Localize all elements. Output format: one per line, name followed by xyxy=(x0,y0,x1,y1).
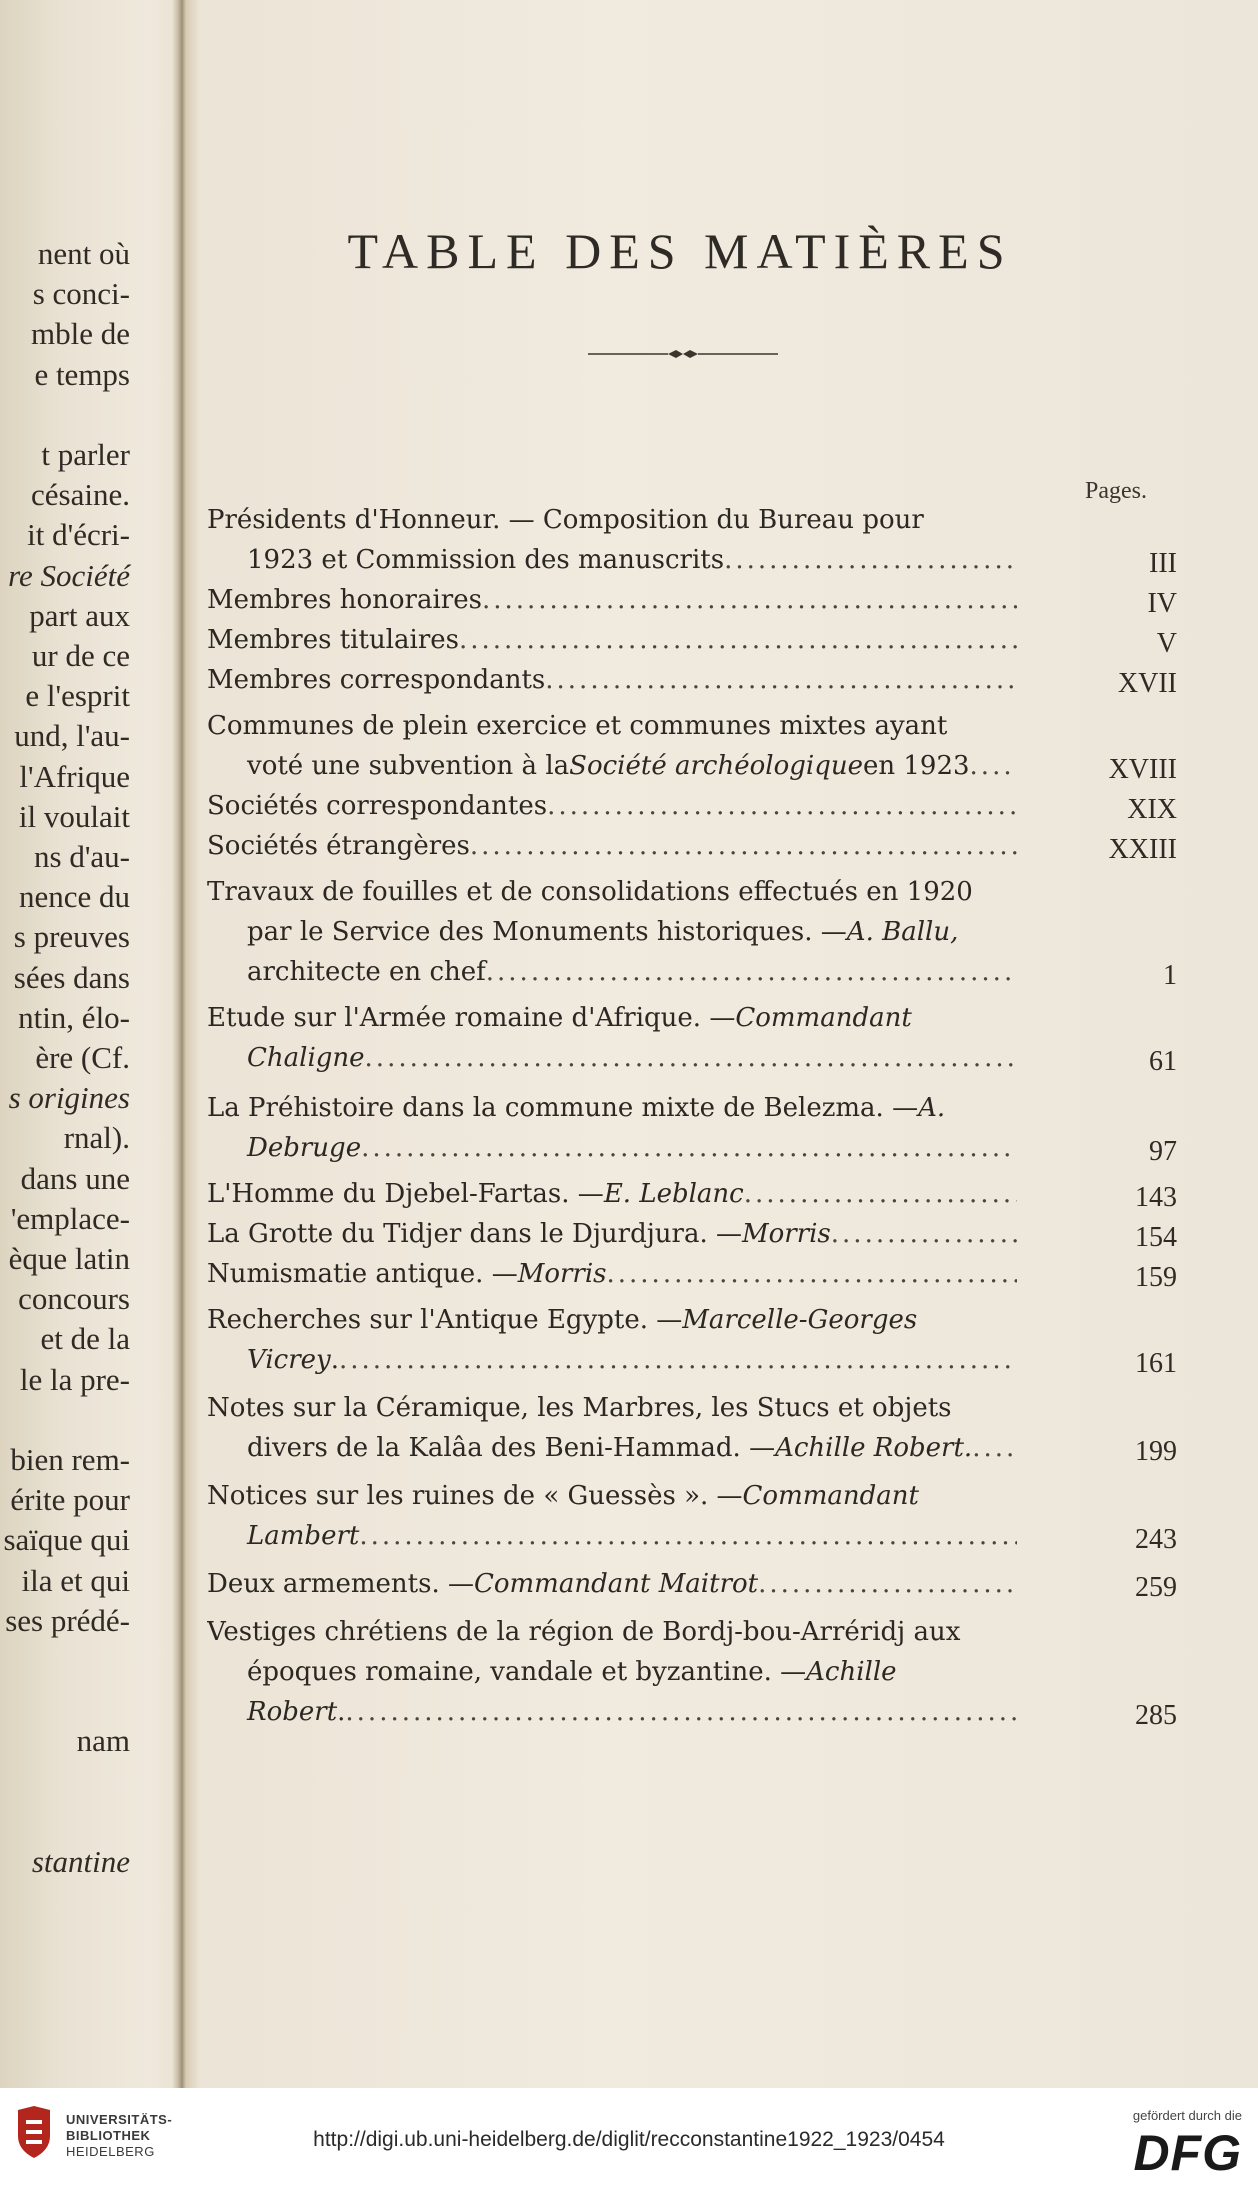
toc-entry-line xyxy=(207,998,1017,1038)
toc-entry-text: Deux armements. — xyxy=(207,1569,474,1599)
toc-entry xyxy=(207,826,1177,866)
toc-entry-text: Membres honoraires xyxy=(207,585,482,615)
toc-entry-text: Achille Robert. xyxy=(775,1433,973,1463)
toc-entry xyxy=(207,872,1177,992)
funding-text: gefördert durch die xyxy=(1132,2108,1242,2123)
toc-page-number: 61 xyxy=(1149,1046,1177,1077)
dot-leader xyxy=(459,620,1017,660)
dot-leader xyxy=(470,826,1017,866)
toc-entry-line xyxy=(207,1612,1017,1652)
dot-leader xyxy=(607,1254,1018,1294)
toc-entry-text: Robert xyxy=(247,1697,338,1727)
dot-leader xyxy=(744,1174,1017,1214)
prev-page-line: ila et qui xyxy=(21,1562,130,1598)
toc-entry-line xyxy=(207,1038,1017,1078)
dot-leader xyxy=(831,1214,1017,1254)
prev-page-line: et de la xyxy=(40,1321,130,1357)
dot-leader xyxy=(339,1340,1017,1380)
toc-entry-line xyxy=(207,706,1017,746)
prev-page-line: s origines xyxy=(8,1080,130,1116)
prev-page-line: stantine xyxy=(31,1844,130,1879)
ornament-divider-icon xyxy=(588,344,778,364)
toc-entry-text: par le Service des Monuments historiques. — xyxy=(247,917,847,947)
toc-entry-text: Membres titulaires xyxy=(207,625,459,655)
toc-entry-line xyxy=(207,620,1017,660)
dot-leader xyxy=(486,952,1017,992)
prev-page-line: èque latin xyxy=(8,1241,130,1276)
toc-entry-text: . xyxy=(337,1697,346,1727)
dot-leader xyxy=(972,1428,1017,1468)
toc-entry-text: L'Homme du Djebel-Fartas. — xyxy=(207,1179,604,1209)
toc-entry xyxy=(207,1476,1177,1556)
prev-page-line: mble de xyxy=(31,316,130,352)
toc-entry-text: Présidents d'Honneur. — Composition du Bureau pour xyxy=(207,505,924,535)
prev-page-line: saïque qui xyxy=(3,1522,130,1558)
toc-entry-line xyxy=(207,912,1017,952)
prev-page-line: 'emplace- xyxy=(10,1200,130,1236)
prev-page-line: ns d'au- xyxy=(34,839,130,874)
table-of-contents xyxy=(207,500,1177,1732)
toc-entry-text: architecte en chef xyxy=(247,957,486,987)
prev-page-line: e temps xyxy=(34,356,130,392)
toc-entry-text: Notices sur les ruines de « Guessès ». — xyxy=(207,1481,743,1511)
toc-entry-text: 1923 et Commission des manuscrits xyxy=(247,545,725,575)
prev-page-line: s preuves xyxy=(13,919,130,955)
toc-entry xyxy=(207,660,1177,700)
prev-page-line: s conci- xyxy=(32,276,130,312)
toc-entry-line xyxy=(207,1174,1017,1214)
prev-page-line: l'Afrique xyxy=(19,758,130,794)
toc-page-number: 243 xyxy=(1135,1524,1177,1555)
toc-entry-text: . xyxy=(330,1345,339,1375)
toc-entry-text: Morris xyxy=(517,1259,607,1289)
toc-entry-text: Membres correspondants xyxy=(207,665,546,695)
dfg-logo: DFG xyxy=(1133,2125,1242,2181)
toc-entry-text: Sociétés étrangères xyxy=(207,831,470,861)
toc-entry-text: Lambert xyxy=(247,1521,360,1551)
pages-column-header: Pages. xyxy=(1085,478,1147,504)
toc-entry-text: Communes de plein exercice et communes mixtes ayant xyxy=(207,711,948,741)
toc-entry-line xyxy=(207,660,1017,700)
prev-page-line: concours xyxy=(18,1281,130,1317)
toc-entry-text: Travaux de fouilles et de consolidations effectués en 1920 xyxy=(207,877,973,907)
toc-entry-line xyxy=(207,1516,1017,1556)
toc-entry-line xyxy=(207,1088,1017,1128)
prev-page-line: nam xyxy=(76,1723,130,1759)
toc-entry-text: Commandant Maitrot xyxy=(473,1569,759,1599)
prev-page-line: il voulait xyxy=(18,798,130,834)
toc-page-number: 161 xyxy=(1135,1348,1177,1379)
toc-entry-text: voté une subvention à la xyxy=(247,751,570,781)
toc-entry xyxy=(207,1214,1177,1254)
toc-entry xyxy=(207,1300,1177,1380)
toc-entry-text: Vicrey xyxy=(247,1345,331,1375)
dot-leader xyxy=(724,540,1017,580)
toc-page-number: 159 xyxy=(1135,1262,1177,1293)
toc-page-number: XVIII xyxy=(1108,754,1177,785)
prev-page-line: ère (Cf. xyxy=(35,1040,130,1075)
toc-entry-text: Commandant xyxy=(742,1481,919,1511)
toc-entry xyxy=(207,500,1177,580)
toc-page-number: XIX xyxy=(1127,794,1177,825)
toc-entry-text: Morris xyxy=(741,1219,831,1249)
toc-entry xyxy=(207,998,1177,1078)
toc-entry-text: Numismatie antique. — xyxy=(207,1259,518,1289)
toc-entry xyxy=(207,1612,1177,1732)
toc-entry-text: époques romaine, vandale et byzantine. — xyxy=(247,1657,807,1687)
toc-entry xyxy=(207,1088,1177,1168)
toc-entry-text: A. Ballu, xyxy=(846,917,959,947)
toc-entry-text: La Grotte du Tidjer dans le Djurdjura. — xyxy=(207,1219,742,1249)
prev-page-line: ntin, élo- xyxy=(18,999,130,1035)
toc-entry-text: Etude sur l'Armée romaine d'Afrique. — xyxy=(207,1003,736,1033)
toc-entry-text: A. xyxy=(918,1093,946,1123)
prev-page-line: t parler xyxy=(41,437,130,472)
toc-entry-text: Marcelle-Georges xyxy=(682,1305,918,1335)
prev-page-line: le la pre- xyxy=(19,1361,130,1397)
toc-entry-text: Vestiges chrétiens de la région de Bordj-bou-Arréridj aux xyxy=(207,1617,961,1647)
dot-leader xyxy=(361,1128,1017,1168)
toc-page-number: XXIII xyxy=(1108,834,1177,865)
toc-page-number: III xyxy=(1149,548,1177,579)
toc-entry xyxy=(207,786,1177,826)
toc-page-number: 259 xyxy=(1135,1572,1177,1603)
toc-entry-text: en 1923 xyxy=(862,751,970,781)
toc-entry-line xyxy=(207,1254,1017,1294)
toc-entry-line xyxy=(207,1564,1017,1604)
dot-leader xyxy=(359,1516,1017,1556)
toc-entry-line xyxy=(207,500,1017,540)
toc-entry-line xyxy=(207,1388,1017,1428)
prev-page-line: it d'écri- xyxy=(27,517,130,553)
toc-entry-text: La Préhistoire dans la commune mixte de Belezma. — xyxy=(207,1093,919,1123)
prev-page-line: nence du xyxy=(18,879,130,915)
toc-entry xyxy=(207,1564,1177,1604)
toc-entry xyxy=(207,706,1177,786)
toc-entry-line xyxy=(207,952,1017,992)
toc-entry xyxy=(207,1174,1177,1214)
toc-entry-text: Commandant xyxy=(735,1003,912,1033)
dot-leader xyxy=(547,786,1017,826)
toc-page-number: V xyxy=(1156,628,1177,659)
prev-page-line: nent où xyxy=(37,236,130,271)
prev-page-line: rnal). xyxy=(63,1120,130,1156)
prev-page-line: ur de ce xyxy=(31,638,130,673)
toc-entry-line xyxy=(207,1340,1017,1380)
prev-page-line: e l'esprit xyxy=(25,678,130,714)
dot-leader xyxy=(970,746,1017,786)
toc-page-number: 97 xyxy=(1149,1136,1177,1167)
toc-entry xyxy=(207,1254,1177,1294)
prev-page-line: ses prédé- xyxy=(5,1602,130,1638)
prev-page-line: bien rem- xyxy=(10,1442,130,1477)
toc-entry-line xyxy=(207,1300,1017,1340)
prev-page-line: dans une xyxy=(20,1160,130,1196)
toc-entry-line xyxy=(207,540,1017,580)
prev-page-line: sées dans xyxy=(13,959,130,995)
toc-entry-line xyxy=(207,1476,1017,1516)
dot-leader xyxy=(545,660,1017,700)
toc-entry-text: Debruge xyxy=(247,1133,362,1163)
toc-entry-line xyxy=(207,1692,1017,1732)
toc-entry-text: Société archéologique xyxy=(569,751,863,781)
toc-entry-line xyxy=(207,1214,1017,1254)
toc-entry xyxy=(207,620,1177,660)
prev-page-line: re Société xyxy=(8,557,130,593)
library-name-line-3: HEIDELBERG xyxy=(66,2144,155,2159)
toc-page-number: IV xyxy=(1147,588,1177,619)
page-title: TABLE DES MATIÈRES xyxy=(347,223,1013,279)
prev-page-line: part aux xyxy=(29,597,130,633)
prev-page-line: und, l'au- xyxy=(14,718,130,754)
toc-page-number: 154 xyxy=(1135,1222,1177,1253)
prev-page-line: érite pour xyxy=(10,1482,130,1518)
toc-entry-text: Recherches sur l'Antique Egypte. — xyxy=(207,1305,683,1335)
toc-page-number: 285 xyxy=(1135,1700,1177,1731)
toc-page-number: 1 xyxy=(1163,960,1177,991)
toc-entry-text: Sociétés correspondantes xyxy=(207,791,548,821)
toc-entry-text: Chaligne xyxy=(247,1043,365,1073)
prev-page-line: césaine. xyxy=(31,477,130,513)
toc-entry-text: Notes sur la Céramique, les Marbres, les Stucs et objets xyxy=(207,1393,952,1423)
dot-leader xyxy=(758,1564,1017,1604)
dot-leader xyxy=(345,1692,1017,1732)
toc-entry-line xyxy=(207,746,1017,786)
library-name-line-2: BIBLIOTHEK xyxy=(66,2128,151,2143)
toc-entry xyxy=(207,580,1177,620)
toc-entry-line xyxy=(207,872,1017,912)
toc-entry-line xyxy=(207,1652,1017,1692)
toc-entry-line xyxy=(207,580,1017,620)
toc-entry-line xyxy=(207,826,1017,866)
toc-page-number: 199 xyxy=(1135,1436,1177,1467)
dot-leader xyxy=(482,580,1017,620)
toc-entry-line xyxy=(207,786,1017,826)
toc-entry xyxy=(207,1388,1177,1468)
toc-entry-text: E. Leblanc xyxy=(603,1179,744,1209)
toc-entry-line xyxy=(207,1128,1017,1168)
toc-page-number: 143 xyxy=(1135,1182,1177,1213)
toc-entry-text: divers de la Kalâa des Beni-Hammad. — xyxy=(247,1433,776,1463)
permalink-url[interactable]: http://digi.ub.uni-heidelberg.de/diglit/recconstantine1922_1923/0454 xyxy=(313,2128,945,2151)
dot-leader xyxy=(365,1038,1017,1078)
toc-page-number: XVII xyxy=(1117,668,1177,699)
library-name-line-1: UNIVERSITÄTS- xyxy=(66,2112,173,2127)
toc-entry-line xyxy=(207,1428,1017,1468)
toc-entry-text: Achille xyxy=(806,1657,897,1687)
